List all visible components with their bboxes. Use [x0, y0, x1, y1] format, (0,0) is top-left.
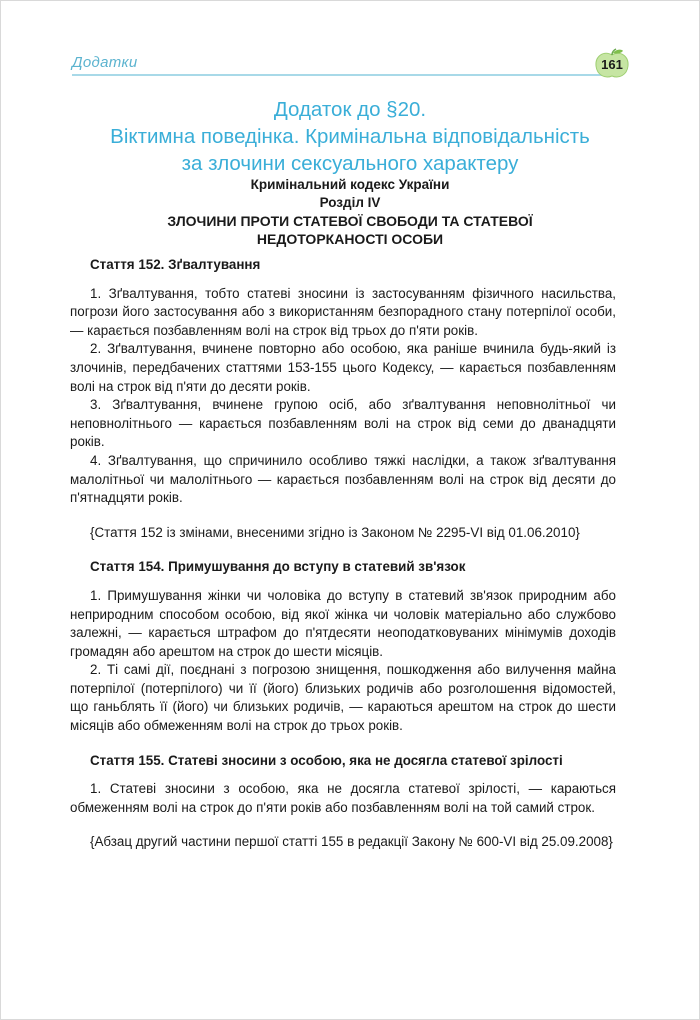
running-header: [72, 52, 632, 78]
section-name: Додатки: [72, 54, 138, 71]
article-152-title: Стаття 152. Зґвалтування: [90, 257, 261, 272]
title-line-1: Додаток до §20.: [273, 98, 427, 121]
article-152-amendment-note: {Стаття 152 із змінами, внесеними згідно із Законом № 2295-VI від 01.06.2010}: [90, 524, 580, 540]
article-152-part-2: 2. Зґвалтування, вчинене повторно або особою, яка раніше вчинила будь-який із злочинів, передбачених статтями 153-155 цього Кодексу, — карається позбавленням волі на строк від п'яти до десяти років.: [70, 341, 616, 394]
article-152-part-4: 4. Зґвалтування, що спричинило особливо тяжкі наслідки, а також зґвалтування малолітньої чи малолітнього — карається позбавленням волі на строк від десяти до п'ятнадцяти років.: [70, 452, 616, 506]
law-heading: [90, 176, 610, 248]
article-152-part-3: 3. Зґвалтування, вчинене групою осіб, або зґвалтування неповнолітньої чи неповнолітнього — карається позбавленням волі на строк від семи до дванадцяти років.: [70, 397, 616, 450]
title-line-3: за злочини сексуального характеру: [181, 152, 519, 175]
article-155-amendment-note: {Абзац другий частини першої статті 155 в редакції Закону № 600-VI від 25.09.2008}: [90, 834, 613, 850]
articles: [70, 256, 616, 852]
title-line-2: Віктимна поведінка. Кримінальна відповідальність: [110, 125, 590, 148]
page-number-badge: [592, 48, 632, 80]
section-heading-line-2: НЕДОТОРКАНОСТІ ОСОБИ: [256, 231, 444, 247]
section-heading-line-1: ЗЛОЧИНИ ПРОТИ СТАТЕВОЇ СВОБОДИ ТА СТАТЕВОЇ: [167, 213, 533, 229]
code-name: Кримінальний кодекс України: [250, 177, 450, 192]
header-rule: [72, 74, 618, 76]
article-155-part-1: 1. Статеві зносини з особою, яка не досягла статевої зрілості, — караються обмеженням волі на строк до п'яти років або позбавленням волі на той самий строк.: [70, 781, 616, 815]
article-155-title: Стаття 155. Статеві зносини з особою, яка не досягла статевої зрілості: [90, 752, 563, 768]
page-number: 161: [601, 57, 623, 72]
article-154-title: Стаття 154. Примушування до вступу в статевий зв'язок: [90, 559, 466, 575]
article-152-part-1: 1. Зґвалтування, тобто статеві зносини із застосуванням фізичного насильства, погрози його застосування або з використанням безпорадного стану потерпілої особи, — карається позбавленням волі на строк від трьох до п'яти років.: [70, 285, 616, 338]
section-number: Розділ IV: [319, 195, 381, 210]
article-154-part-1: 1. Примушування жінки чи чоловіка до вступу в статевий зв'язок природним або неприродним способом особою, від якої жінка чи чоловік матеріально або службово залежні, — карається штрафом до п'ятдесяти неоподатковуваних мінімумів доходів громадян або арештом на строк до шести місяців.: [70, 587, 616, 659]
article-154-part-2: 2. Ті самі дії, поєднані з погрозою знищення, пошкодження або вилучення майна потерпілої (потерпілого) чи її (його) близьких родичів або розголошення відомостей, що ганьблять її (його) чи близьких родичів, — караються арештом на строк до шести місяців або обмеженням волі на строк до трьох років.: [70, 662, 616, 734]
appendix-title: [60, 96, 640, 177]
